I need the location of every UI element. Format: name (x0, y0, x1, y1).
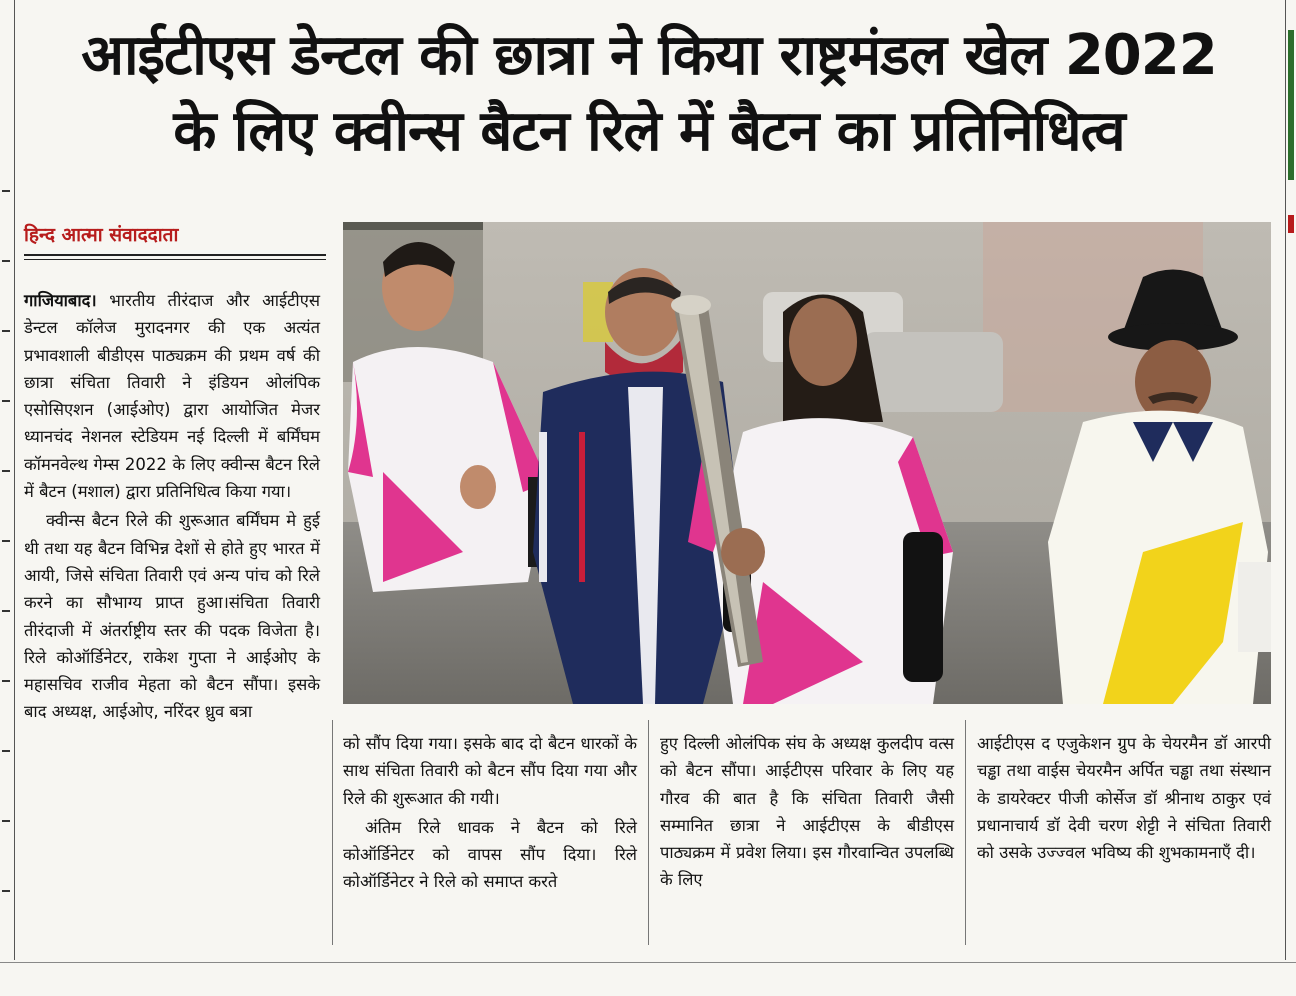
dateline: गाजियाबाद। (24, 291, 97, 310)
column-3-paragraph-1: हुए दिल्ली ओलंपिक संघ के अध्यक्ष कुलदीप वत्स को बैटन सौंपा। आईटीएस परिवार के लिए यह गौरव की बात है कि संचिता तिवारी जैसी सम्मानित छात्रा ने आईटीएस के बीडीएस पाठ्यक्रम में प्रवेश लिया। इस गौरवान्वित उपलब्धि के लिए (660, 734, 954, 890)
article-column-3 (660, 730, 954, 894)
bottom-rule (0, 962, 1296, 963)
byline: हिन्द आत्मा संवाददाता (24, 224, 179, 246)
headline-line-1: आईटीएस डेन्टल की छात्रा ने किया राष्ट्रमंडल खेल 2022 (81, 23, 1217, 88)
headline (24, 18, 1274, 170)
column-4-paragraph-1: आईटीएस द एजुकेशन ग्रुप के चेयरमैन डॉ आरपी चड्ढा तथा वाईस चेयरमैन अर्पित चड्ढा तथा संस्थान के डायरेक्टर पीजी कोर्सेज डॉ श्रीनाथ ठाकुर एवं प्रधानाचार्य डॉ देवी चरण शेट्टी ने संचिता तिवारी को उसके उज्ज्वल भविष्य की शुभकामनाएँ दी। (977, 734, 1271, 863)
left-page-edge (0, 0, 15, 960)
column-divider-2 (648, 720, 649, 945)
column-2-paragraph-1: को सौंप दिया गया। इसके बाद दो बैटन धारकों के साथ संचिता तिवारी को बैटन सौंप दिया गया और रिले की शुरूआत की गयी। (343, 734, 637, 808)
article-photo (343, 222, 1271, 704)
column-divider-1 (332, 720, 333, 945)
byline-rule (24, 254, 326, 256)
paragraph-1 (24, 287, 320, 505)
column-2-paragraph-2: अंतिम रिले धावक ने बैटन को रिले कोऑर्डिनेटर को वापस सौंप दिया। रिले कोऑर्डिनेटर ने रिले को समाप्त करते (343, 817, 637, 892)
article-column-2 (343, 730, 637, 896)
byline-rule-thin (24, 259, 326, 260)
article-column-4 (977, 730, 1271, 866)
headline-line-2: के लिए क्वीन्स बैटन रिले में बैटन का प्रतिनिधित्व (173, 99, 1125, 164)
right-page-edge (1285, 0, 1296, 960)
paragraph-2: क्वीन्स बैटन रिले की शुरूआत बर्मिंघम मे हुई थी तथा यह बैटन विभिन्न देशों से होते हुए भारत में आयी, जिसे संचिता तिवारी एवं अन्य पांच को रिले करने का सौभाग्य प्राप्त हुआ।संचिता तिवारी तीरंदाजी में अंतर्राष्ट्रीय स्तर की पदक विजेता है। रिले कोऑर्डिनेटर, राकेश गुप्ता ने आईओए के महासचिव राजीव मेहता को बैटन सौंपा। इसके बाद अध्यक्ष, आईओए, नरिंदर ध्रुव बत्रा (24, 511, 320, 722)
column-divider-3 (965, 720, 966, 945)
article-column-1 (24, 287, 320, 726)
paragraph-1-text: भारतीय तीरंदाज और आईटीएस डेन्टल कॉलेज मुरादनगर की एक अत्यंत प्रभावशाली बीडीएस पाठ्यक्रम की प्रथम वर्ष की छात्रा संचिता तिवारी ने इंडियन ओलंपिक एसोसिएशन (आईओए) द्वारा आयोजित मेजर ध्यानचंद नेशनल स्टेडियम नई दिल्ली में बर्मिंघम कॉमनवेल्थ गेम्स 2022 के लिए क्वीन्स बैटन रिले में बैटन (मशाल) द्वारा प्रतिनिधित्व किया गया। (24, 291, 320, 502)
